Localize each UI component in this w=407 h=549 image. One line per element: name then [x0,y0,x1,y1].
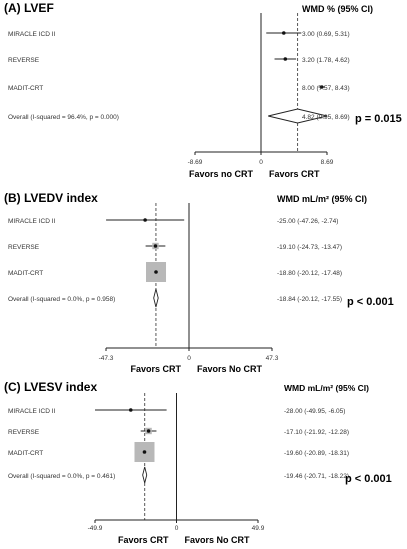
forest-plot-lvef [0,0,407,185]
x-tick-label: -47.3 [98,355,114,362]
overall-ci-text: -19.46 (-20.71, -18.22) [284,473,350,480]
favors-left-label: Favors CRT [130,364,181,374]
forest-plot-lvesv [0,375,407,549]
study-ci-text: -18.80 (-20.12, -17.48) [277,270,343,277]
study-label: REVERSE [8,429,40,436]
study-label: REVERSE [8,244,40,251]
study-label: MIRACLE ICD II [8,31,56,38]
study-ci-text: 8.00 (7.57, 8.43) [302,85,350,92]
study-point-estimate [129,408,133,412]
overall-label: Overall (I-squared = 96.4%, p = 0.000) [8,114,119,121]
study-label: MADIT-CRT [8,85,44,92]
study-label: REVERSE [8,57,40,64]
x-tick-label: -8.69 [187,159,203,166]
study-ci-text: -19.10 (-24.73, -13.47) [277,244,343,251]
study-label: MADIT-CRT [8,450,44,457]
study-ci-text: -28.00 (-49.95, -6.05) [284,408,346,415]
overall-ci-text: -18.84 (-20.12, -17.55) [277,296,343,303]
favors-right-label: Favors No CRT [197,364,263,374]
study-point-estimate [143,218,147,222]
forest-plot-lvedv [0,185,407,375]
study-ci-text: -19.60 (-20.89, -18.31) [284,450,350,457]
x-tick-label: 0 [187,355,191,362]
overall-diamond [154,289,159,307]
study-ci-text: -17.10 (-21.92, -12.28) [284,429,350,436]
x-tick-label: 0 [174,525,179,532]
panel-title: (B) LVEDV index [4,191,98,205]
study-point-estimate [147,429,151,433]
favors-right-label: Favors No CRT [184,535,250,545]
study-label: MIRACLE ICD II [8,408,56,415]
effect-size-header: WMD % (95% CI) [302,4,374,14]
x-tick-label: 8.69 [320,159,334,166]
study-ci-text: 3.20 (1.78, 4.62) [302,57,350,64]
forest-plot-lvedv-svg [0,185,407,375]
study-point-estimate [282,31,286,35]
x-tick-label: 0 [259,159,263,166]
overall-diamond [143,467,147,483]
study-point-estimate [143,450,147,454]
forest-plot-lvef-svg [0,0,407,185]
favors-left-label: Favors CRT [117,535,169,545]
panel-title: (C) LVESV index [4,380,98,394]
favors-left-label: Favors no CRT [188,169,253,179]
x-tick-label: 47.3 [265,355,279,362]
study-label: MIRACLE ICD II [8,218,56,225]
effect-size-header: WMD mL/m² (95% CI) [284,383,369,393]
p-value: p = 0.015 [355,113,402,125]
study-point-estimate [284,57,288,61]
x-tick-label: -49.9 [87,525,103,532]
x-tick-label: 49.9 [251,525,265,532]
favors-right-label: Favors CRT [269,169,320,179]
p-value: p < 0.001 [345,473,392,485]
overall-label: Overall (I-squared = 0.0%, p = 0.958) [8,296,116,303]
study-label: MADIT-CRT [8,270,44,277]
study-ci-text: -25.00 (-47.26, -2.74) [277,218,339,225]
panel-title: (A) LVEF [4,1,54,15]
study-point-estimate [154,244,158,248]
study-point-estimate [154,270,158,274]
effect-size-header: WMD mL/m² (95% CI) [277,194,367,204]
forest-plot-lvesv-svg [0,375,407,549]
study-ci-text: 3.00 (0.69, 5.31) [302,31,350,38]
overall-label: Overall (I-squared = 0.0%, p = 0.461) [8,473,116,480]
overall-ci-text: 4.82 (0.95, 8.69) [302,114,350,121]
p-value: p < 0.001 [347,296,394,308]
